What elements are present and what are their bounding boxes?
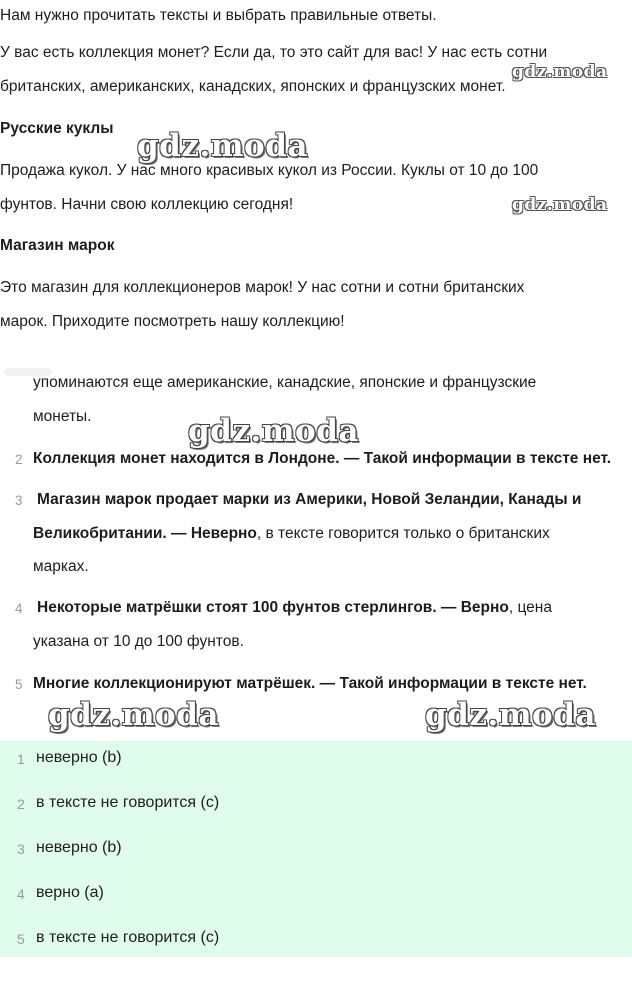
watermark: gdz.moda (48, 697, 219, 733)
item5-line-1: Многие коллекционируют матрёшек. — Такой информации в тексте нет. (33, 675, 587, 692)
stamps-text-line-2: марок. Приходите посмотреть нашу коллекцию! (0, 313, 345, 330)
item3-line-2 (33, 525, 550, 543)
answer-number: 4 (17, 886, 25, 902)
item3-comment: , в тексте говорится только о британских (256, 525, 550, 542)
stamps-text-line-1: Это магазин для коллекционеров марок! У нас сотни и сотни британских (0, 279, 525, 296)
item4-verdict: Некоторые матрёшки стоят 100 фунтов стерлингов. — Верно (37, 599, 509, 616)
answer-text: неверно (b) (36, 839, 122, 856)
dolls-text-line-2: фунтов. Начни свою коллекцию сегодня! (0, 196, 294, 213)
answer-number: 5 (17, 931, 25, 947)
answer-number: 3 (17, 841, 25, 857)
item2-line-1: Коллекция монет находится в Лондоне. — Такой информации в тексте нет. (33, 450, 612, 467)
item1-line-2: монеты. (33, 408, 92, 425)
answer-text: в тексте не говорится (c) (36, 794, 220, 811)
item4-line-2: указана от 10 до 100 фунтов. (33, 633, 244, 650)
answer-text: в тексте не говорится (c) (36, 929, 220, 946)
watermark: gdz.moda (425, 697, 596, 733)
watermark: gdz.moda (512, 195, 608, 215)
stamps-title: Магазин марок (0, 237, 115, 254)
answer-item (0, 831, 632, 876)
item3-line-1: Магазин марок продает марки из Америки, Новой Зеландии, Канады и (37, 491, 582, 508)
item1-line-1: упоминаются еще американские, канадские, японские и французские (33, 374, 537, 391)
item4-comment: , цена (508, 599, 552, 616)
item3-line-3: марках. (33, 558, 89, 575)
coins-text-line-1: У вас есть коллекция монет? Если да, то это сайт для вас! У нас есть сотни (0, 44, 548, 61)
answer-number: 1 (17, 751, 25, 767)
answer-text: неверно (b) (36, 749, 122, 766)
coins-text-line-2: британских, американских, канадских, японских и французских монет. (0, 78, 506, 95)
answer-item (0, 876, 632, 921)
item4-number: 4 (15, 601, 23, 616)
intro-text: Нам нужно прочитать тексты и выбрать правильные ответы. (0, 7, 437, 24)
answer-item (0, 741, 632, 786)
dolls-title: Русские куклы (0, 120, 114, 137)
answer-number: 2 (17, 796, 25, 812)
answer-text: верно (a) (36, 884, 104, 901)
answers-box (0, 741, 632, 957)
item2-number: 2 (15, 452, 23, 467)
item3-number: 3 (15, 493, 23, 508)
item4-line-1 (37, 599, 552, 617)
answer-item (0, 786, 632, 831)
dolls-text-line-1: Продажа кукол. У нас много красивых кукол из России. Куклы от 10 до 100 (0, 162, 539, 179)
watermark: gdz.moda (188, 413, 359, 449)
item3-verdict: Великобритании. — Неверно (33, 525, 257, 542)
item5-number: 5 (15, 677, 23, 692)
watermark: gdz.moda (137, 128, 308, 164)
watermark: gdz.moda (512, 62, 608, 82)
answer-item (0, 921, 632, 966)
